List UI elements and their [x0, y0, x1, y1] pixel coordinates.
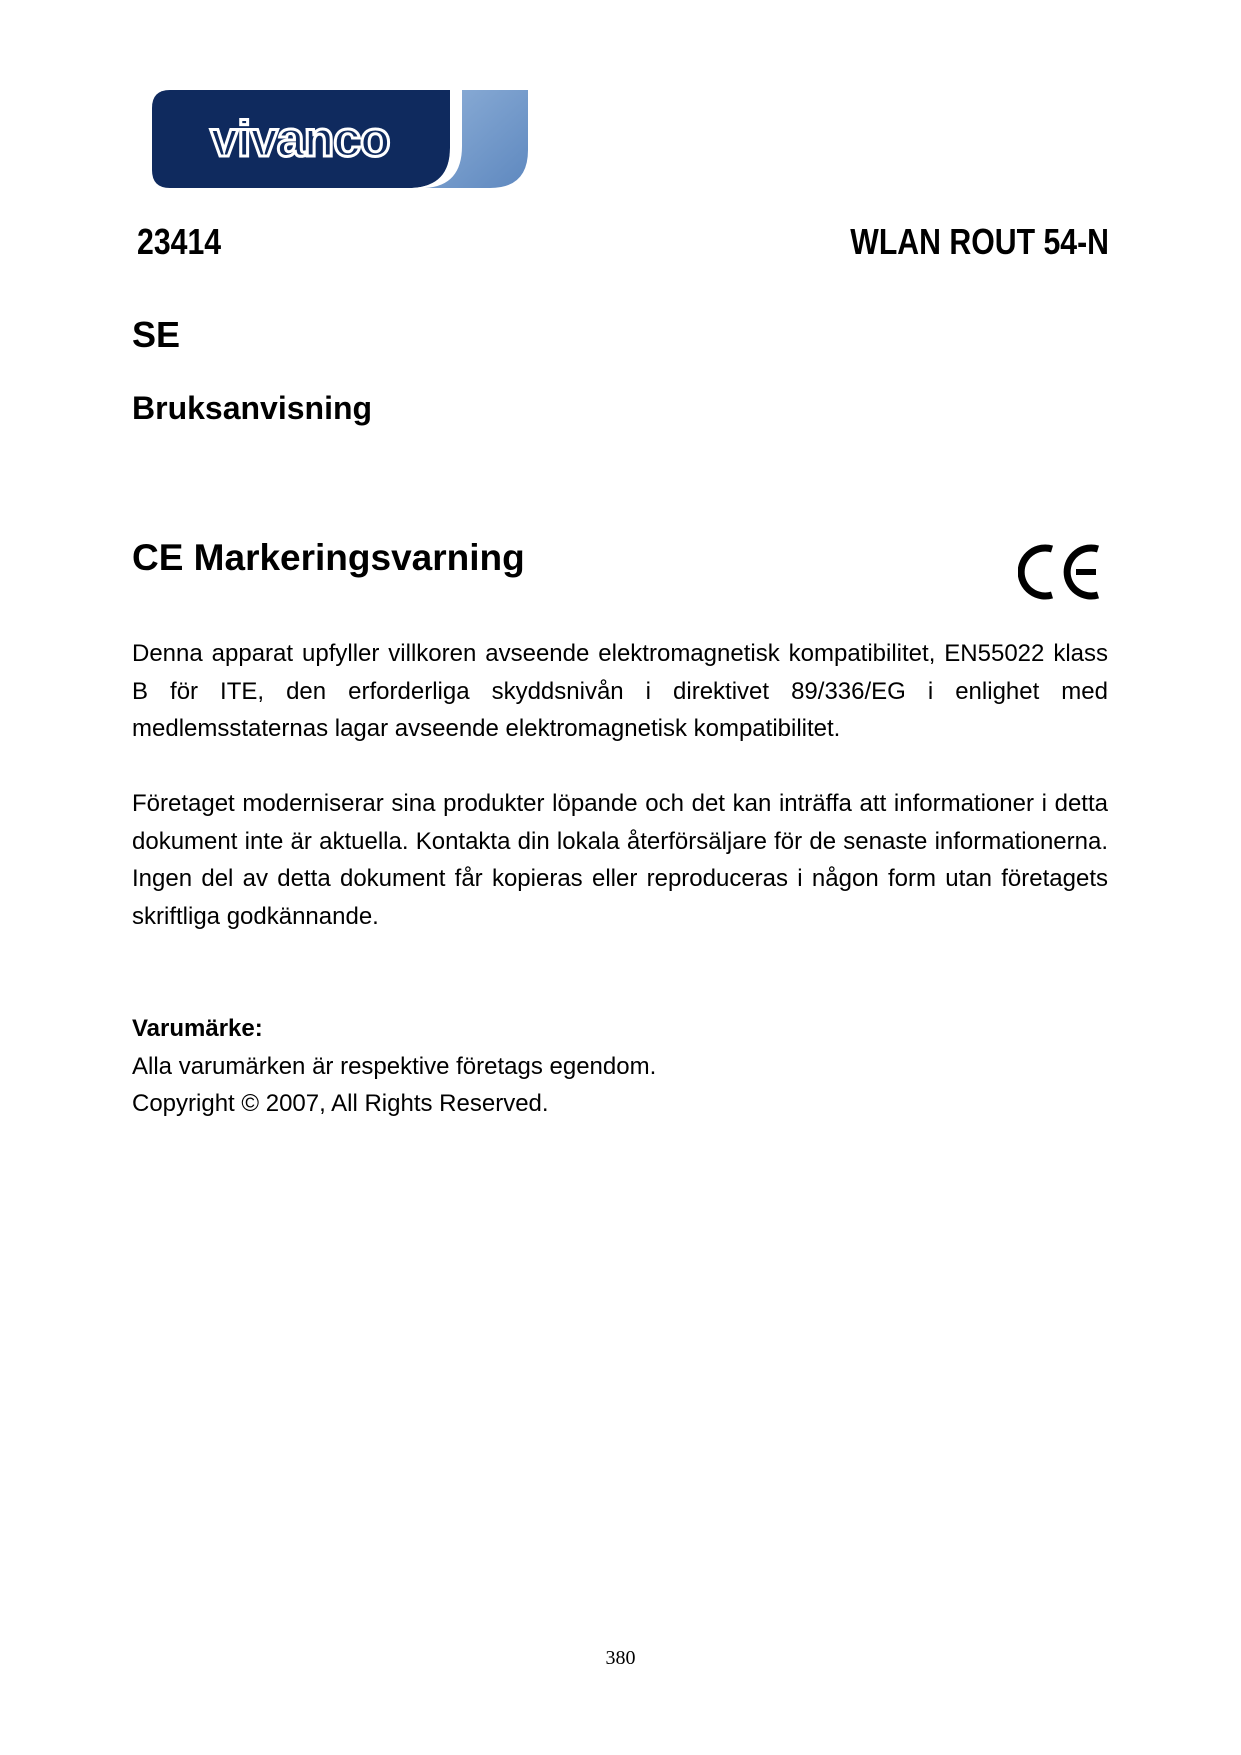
copyright-line: Copyright © 2007, All Rights Reserved. — [132, 1090, 549, 1117]
page-number: 380 — [605, 1647, 636, 1669]
ce-mark-icon — [1018, 541, 1102, 603]
ce-section-heading: CE Markeringsvarning — [132, 537, 525, 578]
trademark-line: Alla varumärken är respektive företags egendom. — [132, 1052, 657, 1080]
model-name: WLAN ROUT 54-N — [850, 221, 1109, 262]
model-number: 23414 — [137, 221, 222, 262]
logo-wordmark: vivanco — [210, 111, 390, 167]
manual-subtitle: Bruksanvisning — [132, 390, 373, 426]
vivanco-logo — [150, 88, 530, 191]
ce-compliance-paragraph: Denna apparat upfyller villkoren avseende elektromagnetisk kompatibilitet, EN55022 klass B för ITE, den erforderliga skyddsnivån i direktivet 89/336/EG i enlighet med medlemsstaternas lagar avseende elektromagnetisk kompatibilitet. — [132, 640, 1108, 742]
trademark-title: Varumärke: — [132, 1015, 263, 1042]
disclaimer-paragraph: Företaget moderniserar sina produkter löpande och det kan inträffa att informationer i detta dokument inte är aktuella. Kontakta din lokala återförsäljare för de senaste informationerna. Ingen del av detta dokument får kopieras eller reproduceras i någon form utan företagets skriftliga godkännande. — [132, 790, 1108, 930]
language-code: SE — [132, 314, 181, 355]
trademark-block — [132, 1010, 656, 1123]
